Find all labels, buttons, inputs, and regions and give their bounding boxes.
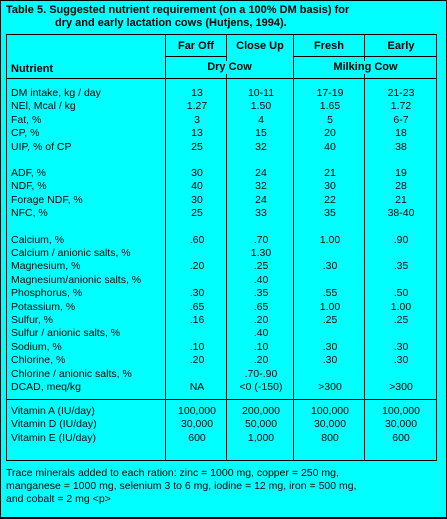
table-row xyxy=(7,405,436,418)
far-off-value: .20 xyxy=(189,260,205,273)
far-off-value: 3 xyxy=(194,113,200,126)
fresh-value: 800 xyxy=(321,431,339,444)
far-off-value: 30 xyxy=(191,193,203,206)
table-row xyxy=(7,87,436,100)
nutrient-name: Potassium, % xyxy=(11,300,76,313)
far-off-value: .10 xyxy=(189,340,205,353)
header-milking-cow: Milking Cow xyxy=(295,61,436,74)
fresh-value: .55 xyxy=(322,287,338,300)
early-value: 38-40 xyxy=(387,207,415,220)
fresh-value: 17-19 xyxy=(316,87,344,99)
nutrient-name: Sodium, % xyxy=(11,340,62,353)
far-off-value: 1.27 xyxy=(186,100,208,113)
table-row xyxy=(7,114,436,127)
close-up-value: .20 xyxy=(253,314,269,326)
header-nutrient: Nutrient xyxy=(11,63,54,75)
table-row xyxy=(7,301,436,314)
table-row xyxy=(7,418,436,431)
nutrient-name: NFC, % xyxy=(11,207,48,220)
close-up-value: .20 xyxy=(253,354,269,367)
nutrient-name: Fat, % xyxy=(11,113,42,126)
fresh-value: .25 xyxy=(322,314,338,326)
early-value: 18 xyxy=(395,127,407,140)
table-row xyxy=(7,354,436,367)
early-value: 1.00 xyxy=(390,300,412,313)
far-off-value: .30 xyxy=(189,287,205,300)
close-up-value: 1,000 xyxy=(247,431,275,444)
close-up-value: 1.30 xyxy=(250,247,272,259)
close-up-value: 32 xyxy=(255,140,267,153)
table-row xyxy=(7,260,436,273)
table-row xyxy=(7,274,436,287)
close-up-value: <0 (-150) xyxy=(239,381,283,393)
early-value: 21 xyxy=(395,193,407,206)
header-early: Early xyxy=(387,40,415,52)
early-value: .25 xyxy=(393,314,409,326)
fresh-value: 1.65 xyxy=(319,100,341,113)
far-off-value: 600 xyxy=(188,431,206,444)
fresh-value: 22 xyxy=(324,193,336,206)
nutrient-name: Vitamin E (IU/day) xyxy=(11,431,96,444)
nutrient-name: Magnesium, % xyxy=(11,260,81,273)
header-far-off: Far Off xyxy=(177,40,215,52)
far-off-value: .65 xyxy=(189,300,205,313)
table-row xyxy=(7,341,436,354)
fresh-value: 5 xyxy=(327,113,333,126)
fresh-value: 30,000 xyxy=(313,418,347,431)
header-close-up: Close Up xyxy=(236,40,284,52)
far-off-value: 30 xyxy=(191,167,203,179)
close-up-value: 10-11 xyxy=(247,87,275,99)
early-value: 100,000 xyxy=(382,405,420,417)
nutrient-name: Chlorine, % xyxy=(11,354,66,367)
nutrient-name: Vitamin A (IU/day) xyxy=(11,405,95,417)
fresh-value: .30 xyxy=(322,354,338,367)
early-value: 38 xyxy=(395,140,407,153)
close-up-value: .40 xyxy=(253,273,269,286)
nutrient-table xyxy=(6,34,437,461)
fresh-value: >300 xyxy=(318,381,342,393)
early-value: .50 xyxy=(393,287,409,300)
nutrient-name: DM intake, kg / day xyxy=(11,87,101,99)
early-value: .30 xyxy=(393,354,409,367)
far-off-value: .16 xyxy=(189,314,205,326)
table-row xyxy=(7,167,436,180)
table-row xyxy=(7,127,436,140)
nutrient-name: Magnesium/anionic salts, % xyxy=(11,273,142,286)
close-up-value: .35 xyxy=(253,287,269,300)
table-row xyxy=(7,247,436,260)
table-title xyxy=(6,4,436,30)
early-value: .30 xyxy=(393,340,409,353)
table-row xyxy=(7,194,436,207)
close-up-value: 1.50 xyxy=(250,100,272,113)
far-off-value: 25 xyxy=(191,140,203,153)
page xyxy=(1,1,446,517)
nutrient-name: NDF, % xyxy=(11,180,47,193)
table-row xyxy=(7,234,436,247)
nutrient-name: Sulfur, % xyxy=(11,314,54,326)
footnote xyxy=(6,467,438,506)
close-up-value: 24 xyxy=(255,167,267,179)
nutrient-name: ADF, % xyxy=(11,167,47,179)
nutrient-name: Sulfur / anionic salts, % xyxy=(11,327,121,340)
close-up-value: .10 xyxy=(253,340,269,353)
early-value: .35 xyxy=(393,260,409,273)
nutrient-name: Calcium, % xyxy=(11,233,65,246)
nutrient-name: UIP, % of CP xyxy=(11,140,72,153)
early-value: 600 xyxy=(392,431,410,444)
close-up-value: 24 xyxy=(255,193,267,206)
close-up-value: 200,000 xyxy=(242,405,280,417)
fresh-value: 20 xyxy=(324,127,336,140)
far-off-value: 25 xyxy=(191,207,203,220)
table-title-line2: dry and early lactation cows (Hutjens, 1994). xyxy=(55,17,287,29)
nutrient-name: CP, % xyxy=(11,127,40,140)
far-off-value: 13 xyxy=(191,127,203,140)
close-up-value: 32 xyxy=(255,180,267,193)
footnote-line3: and cobalt = 2 mg <p> xyxy=(6,493,111,505)
nutrient-name: Forage NDF, % xyxy=(11,193,83,206)
header-fresh: Fresh xyxy=(314,40,344,52)
fresh-value: 1.00 xyxy=(319,233,341,246)
close-up-value: 4 xyxy=(258,113,264,126)
early-value: 6-7 xyxy=(393,113,409,126)
far-off-value: 100,000 xyxy=(178,405,216,417)
far-off-value: NA xyxy=(189,381,205,393)
fresh-value: 1.00 xyxy=(319,300,341,313)
table-row xyxy=(7,141,436,154)
early-value: 1.72 xyxy=(390,100,412,113)
close-up-value: .25 xyxy=(253,260,269,273)
close-up-value: .70-.90 xyxy=(244,367,278,380)
fresh-value: 40 xyxy=(324,140,336,153)
fresh-value: 21 xyxy=(324,167,336,179)
nutrient-name: NEl, Mcal / kg xyxy=(11,100,76,113)
close-up-value: .40 xyxy=(253,327,269,340)
far-off-value: 30,000 xyxy=(180,418,214,431)
far-off-value: 40 xyxy=(191,180,203,193)
fresh-value: 30 xyxy=(324,180,336,193)
nutrient-name: Phosphorus, % xyxy=(11,287,83,300)
table-row xyxy=(7,314,436,327)
fresh-value: 100,000 xyxy=(311,405,349,417)
nutrient-name: Chlorine / anionic salts, % xyxy=(11,367,132,380)
header-divider xyxy=(165,56,436,57)
early-value: 28 xyxy=(395,180,407,193)
early-value: 19 xyxy=(395,167,407,179)
nutrient-name: Vitamin D (IU/day) xyxy=(11,418,97,431)
fresh-value: .30 xyxy=(322,340,338,353)
close-up-value: .65 xyxy=(253,300,269,313)
table-row xyxy=(7,381,436,394)
far-off-value: .60 xyxy=(189,233,205,246)
nutrient-name: Calcium / anionic salts, % xyxy=(11,247,131,259)
nutrient-name: DCAD, meq/kg xyxy=(11,381,82,393)
far-off-value: 13 xyxy=(191,87,203,99)
header-bottom-divider xyxy=(7,78,436,79)
early-value: .90 xyxy=(393,233,409,246)
footnote-line2: manganese = 1000 mg, selenium 3 to 6 mg, iodine = 12 mg, iron = 500 mg, xyxy=(6,480,357,492)
vitamin-divider xyxy=(7,399,436,400)
table-row xyxy=(7,207,436,220)
header-dry-cow: Dry Cow xyxy=(167,61,292,74)
footnote-line1: Trace minerals added to each ration: zinc = 1000 mg, copper = 250 mg, xyxy=(6,467,339,479)
close-up-value: 33 xyxy=(255,207,267,220)
table-title-line1: Table 5. Suggested nutrient requirement (on a 100% DM basis) for xyxy=(6,4,350,16)
table-row xyxy=(7,368,436,381)
early-value: >300 xyxy=(389,381,413,393)
fresh-value: .30 xyxy=(322,260,338,273)
early-value: 30,000 xyxy=(384,418,418,431)
table-row xyxy=(7,327,436,340)
far-off-value: .20 xyxy=(189,354,205,367)
close-up-value: .70 xyxy=(253,233,269,246)
early-value: 21-23 xyxy=(387,87,415,99)
table-row xyxy=(7,100,436,113)
table-row xyxy=(7,180,436,193)
close-up-value: 50,000 xyxy=(244,418,278,431)
table-row xyxy=(7,432,436,445)
close-up-value: 15 xyxy=(255,127,267,140)
fresh-value: 35 xyxy=(324,207,336,220)
table-row xyxy=(7,287,436,300)
